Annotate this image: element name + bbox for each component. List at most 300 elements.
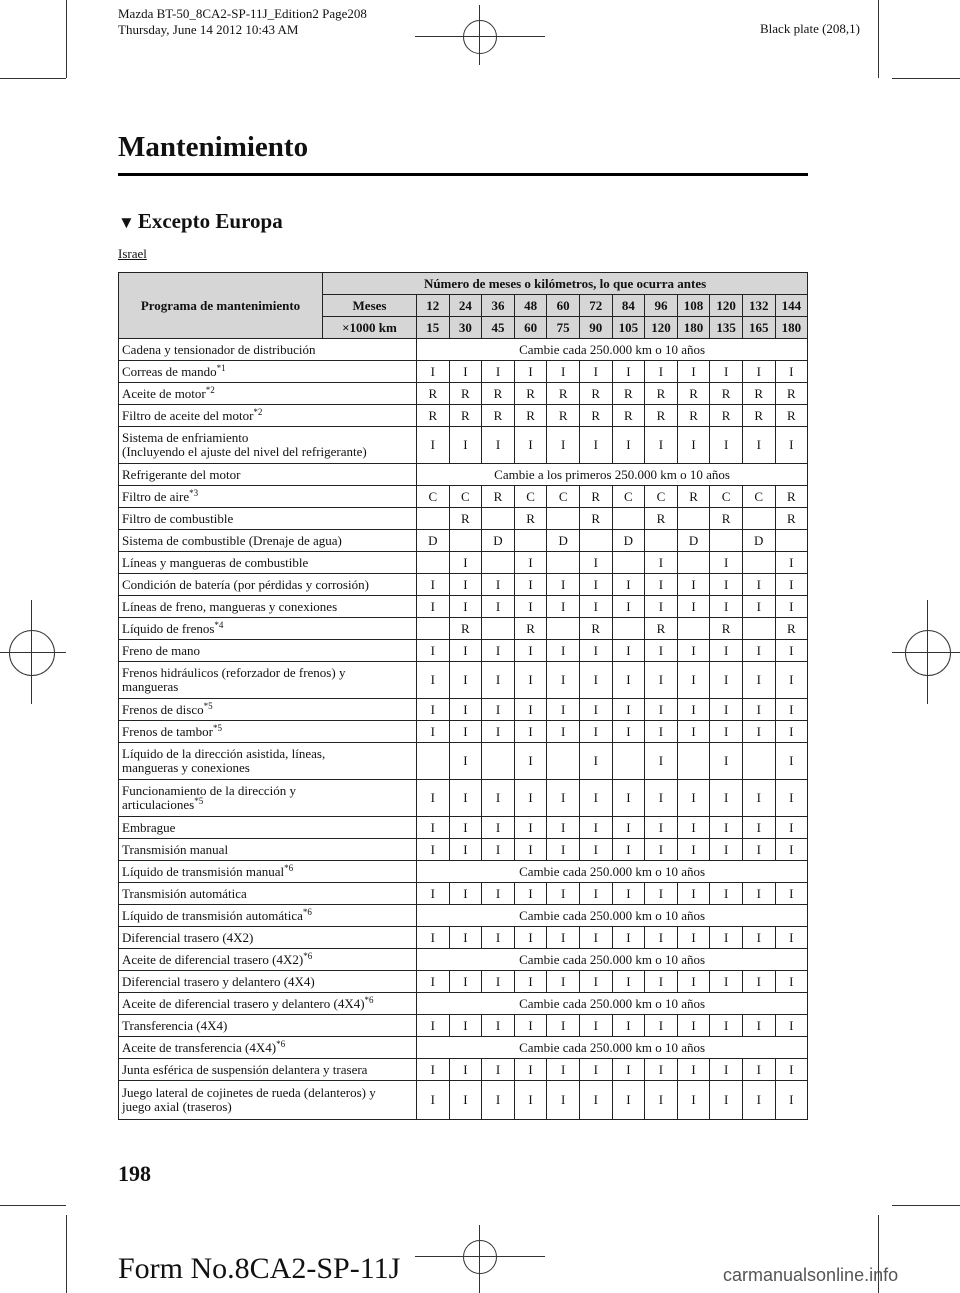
service-cell: I [449, 361, 482, 383]
service-cell: I [612, 971, 645, 993]
interval-note: Cambie cada 250.000 km o 10 años [417, 993, 808, 1015]
service-cell: I [417, 699, 450, 721]
service-cell: I [482, 721, 515, 743]
subsection-title [118, 209, 283, 234]
item-name [119, 508, 417, 530]
service-cell [417, 618, 450, 640]
table-row [119, 427, 808, 464]
subsection-title-text: Excepto Europa [137, 209, 283, 233]
service-cell: I [449, 883, 482, 905]
service-cell: R [579, 486, 612, 508]
table-row [119, 780, 808, 817]
service-cell: I [579, 640, 612, 662]
item-name [119, 574, 417, 596]
service-cell [742, 618, 775, 640]
table-row [119, 817, 808, 839]
km-value: 30 [449, 317, 482, 339]
service-cell: I [710, 640, 743, 662]
service-cell: R [612, 405, 645, 427]
service-cell: I [677, 971, 710, 993]
service-cell: I [482, 817, 515, 839]
service-cell: I [710, 883, 743, 905]
item-name-text: Filtro de aceite del motor [122, 407, 254, 423]
service-cell: R [449, 618, 482, 640]
service-cell: I [514, 971, 547, 993]
service-cell: I [417, 927, 450, 949]
service-cell [482, 618, 515, 640]
service-cell: I [612, 596, 645, 618]
item-name-text: Aceite de diferencial trasero y delantero (4X4) [122, 995, 365, 1011]
service-cell: R [775, 486, 808, 508]
service-cell [449, 530, 482, 552]
service-cell [775, 530, 808, 552]
service-cell: I [612, 699, 645, 721]
service-cell: I [742, 721, 775, 743]
item-name-text: Aceite de diferencial trasero (4X2) [122, 951, 304, 967]
months-value: 60 [547, 295, 580, 317]
item-name [119, 640, 417, 662]
service-cell: I [677, 596, 710, 618]
months-value: 36 [482, 295, 515, 317]
item-name [119, 596, 417, 618]
table-row [119, 1037, 808, 1059]
service-cell: I [677, 1015, 710, 1037]
service-cell: I [514, 699, 547, 721]
service-cell: I [547, 780, 580, 817]
service-cell: I [612, 1081, 645, 1120]
service-cell: I [742, 971, 775, 993]
table-row [119, 640, 808, 662]
service-cell: I [547, 1059, 580, 1081]
service-cell: R [514, 383, 547, 405]
registration-line-left-h [0, 652, 66, 653]
item-name [119, 949, 417, 971]
item-name [119, 905, 417, 927]
service-cell: I [645, 839, 678, 861]
km-value: 45 [482, 317, 515, 339]
item-name-text-line2: (Incluyendo el ajuste del nivel del refrigerante) [122, 444, 367, 459]
service-cell: I [579, 596, 612, 618]
service-cell [742, 508, 775, 530]
service-cell: I [612, 662, 645, 699]
item-name-text: Embrague [122, 819, 176, 835]
service-cell: I [449, 743, 482, 780]
service-cell: I [612, 1059, 645, 1081]
service-cell: R [417, 383, 450, 405]
service-cell: I [710, 662, 743, 699]
km-value: 90 [579, 317, 612, 339]
item-name [119, 1059, 417, 1081]
service-cell: I [547, 839, 580, 861]
footnote-ref: *5 [203, 700, 213, 711]
service-cell: I [710, 1081, 743, 1120]
service-cell: I [775, 927, 808, 949]
footnote-ref: *1 [216, 362, 226, 373]
item-name [119, 839, 417, 861]
item-name [119, 1037, 417, 1059]
service-cell: I [482, 699, 515, 721]
service-cell: I [775, 1015, 808, 1037]
item-name-text: Líquido de la dirección asistida, líneas, [122, 746, 326, 761]
table-row [119, 405, 808, 427]
service-cell: I [579, 427, 612, 464]
months-value: 144 [775, 295, 808, 317]
km-value: 120 [645, 317, 678, 339]
service-cell: I [612, 927, 645, 949]
service-cell: I [449, 574, 482, 596]
crop-mark-top-left-h [0, 78, 66, 79]
interval-note: Cambie cada 250.000 km o 10 años [417, 861, 808, 883]
item-name-text: Transferencia (4X4) [122, 1017, 228, 1033]
service-cell: I [742, 596, 775, 618]
registration-line-top-h [415, 36, 545, 37]
service-cell: I [710, 1059, 743, 1081]
service-cell: I [547, 699, 580, 721]
service-cell: I [612, 427, 645, 464]
service-cell: I [449, 1015, 482, 1037]
service-cell: R [482, 383, 515, 405]
service-cell [482, 743, 515, 780]
interval-note: Cambie cada 250.000 km o 10 años [417, 1037, 808, 1059]
service-cell: I [710, 574, 743, 596]
print-header-file: Mazda BT-50_8CA2-SP-11J_Edition2 Page208 [118, 6, 367, 21]
service-cell: I [417, 574, 450, 596]
months-value: 108 [677, 295, 710, 317]
footnote-ref: *3 [189, 487, 199, 498]
registration-line-bottom-h [415, 1256, 545, 1257]
service-cell: R [449, 383, 482, 405]
service-cell: I [742, 1059, 775, 1081]
km-value: 105 [612, 317, 645, 339]
km-value: 180 [677, 317, 710, 339]
service-cell: I [417, 640, 450, 662]
service-cell: I [514, 1059, 547, 1081]
item-name [119, 427, 417, 464]
service-cell: I [645, 1059, 678, 1081]
service-cell: I [449, 721, 482, 743]
service-cell: I [645, 699, 678, 721]
service-cell: R [547, 383, 580, 405]
service-cell: I [579, 780, 612, 817]
page-number: 198 [118, 1161, 151, 1186]
registration-line-top-v [479, 5, 480, 65]
service-cell: I [482, 1015, 515, 1037]
item-name [119, 993, 417, 1015]
service-cell: I [482, 883, 515, 905]
footnote-ref: *5 [212, 722, 222, 733]
item-name-text: Funcionamiento de la dirección y [122, 783, 297, 798]
service-cell: I [710, 721, 743, 743]
service-cell: R [514, 618, 547, 640]
service-cell: I [710, 839, 743, 861]
service-cell: I [775, 427, 808, 464]
service-cell [547, 743, 580, 780]
service-cell: I [775, 743, 808, 780]
service-cell: R [449, 508, 482, 530]
item-name [119, 530, 417, 552]
service-cell: C [449, 486, 482, 508]
crop-mark-top-right-h [892, 78, 960, 79]
service-cell: I [775, 699, 808, 721]
service-cell: D [417, 530, 450, 552]
service-cell: I [612, 883, 645, 905]
footnote-ref: *2 [205, 384, 215, 395]
table-row [119, 662, 808, 699]
km-value: 165 [742, 317, 775, 339]
service-cell [417, 552, 450, 574]
service-cell: I [449, 596, 482, 618]
service-cell: I [547, 361, 580, 383]
service-cell [645, 530, 678, 552]
km-value: 180 [775, 317, 808, 339]
service-cell: R [742, 405, 775, 427]
table-row [119, 486, 808, 508]
service-cell: I [677, 927, 710, 949]
service-cell: D [677, 530, 710, 552]
service-cell: I [710, 817, 743, 839]
service-cell: R [775, 405, 808, 427]
item-name-text: Refrigerante del motor [122, 466, 241, 482]
section-divider [118, 173, 808, 176]
item-name-text: Líquido de frenos [122, 620, 215, 636]
interval-note: Cambie a los primeros 250.000 km o 10 años [417, 464, 808, 486]
service-cell: I [417, 971, 450, 993]
service-cell: R [579, 508, 612, 530]
item-name [119, 339, 417, 361]
service-cell: I [579, 927, 612, 949]
service-cell: I [645, 596, 678, 618]
crop-mark-bottom-left [66, 1215, 67, 1293]
service-cell: I [677, 839, 710, 861]
item-name [119, 927, 417, 949]
service-cell: I [775, 883, 808, 905]
footnote-ref: *5 [194, 796, 204, 806]
service-cell: I [547, 596, 580, 618]
footnote-ref: *4 [214, 619, 224, 630]
region-label: Israel [118, 246, 147, 261]
item-name-text-line2: mangueras y conexiones [122, 760, 250, 775]
item-name [119, 486, 417, 508]
service-cell: I [645, 574, 678, 596]
service-cell: I [775, 552, 808, 574]
service-cell: R [514, 508, 547, 530]
section-title: Mantenimiento [118, 131, 309, 163]
service-cell [417, 508, 450, 530]
service-cell: I [547, 817, 580, 839]
service-cell: I [482, 596, 515, 618]
service-cell: I [742, 817, 775, 839]
item-name [119, 721, 417, 743]
service-cell [677, 618, 710, 640]
item-name [119, 817, 417, 839]
service-cell: I [677, 817, 710, 839]
service-cell: I [547, 640, 580, 662]
months-value: 72 [579, 295, 612, 317]
service-cell: I [775, 1081, 808, 1120]
service-cell [677, 508, 710, 530]
item-name-text: Transmisión manual [122, 841, 229, 857]
service-cell: I [645, 883, 678, 905]
table-row [119, 596, 808, 618]
service-cell: I [449, 427, 482, 464]
service-cell: I [612, 1015, 645, 1037]
service-cell: I [579, 1015, 612, 1037]
service-cell [547, 552, 580, 574]
service-cell: I [677, 1059, 710, 1081]
service-cell: I [482, 574, 515, 596]
registration-line-bottom-v [479, 1225, 480, 1293]
service-cell: I [579, 721, 612, 743]
service-cell: I [547, 883, 580, 905]
item-name [119, 383, 417, 405]
service-cell: I [677, 883, 710, 905]
service-cell: R [612, 383, 645, 405]
service-cell: I [742, 662, 775, 699]
service-cell: I [677, 574, 710, 596]
service-cell [742, 743, 775, 780]
service-cell: I [579, 699, 612, 721]
service-cell [742, 552, 775, 574]
item-name-text: Sistema de combustible (Drenaje de agua) [122, 532, 342, 548]
service-cell: I [710, 780, 743, 817]
service-cell: I [612, 640, 645, 662]
service-cell: I [514, 883, 547, 905]
service-cell: I [710, 1015, 743, 1037]
table-row [119, 971, 808, 993]
table-row [119, 699, 808, 721]
km-label: ×1000 km [323, 317, 417, 339]
months-value: 24 [449, 295, 482, 317]
service-cell: I [775, 839, 808, 861]
table-row [119, 552, 808, 574]
table-row [119, 464, 808, 486]
service-cell: I [449, 1081, 482, 1120]
table-row [119, 361, 808, 383]
maintenance-schedule-table [118, 272, 808, 1120]
item-name-text: Condición de batería (por pérdidas y corrosión) [122, 576, 369, 592]
service-cell: I [579, 839, 612, 861]
item-name-text: Sistema de enfriamiento [122, 430, 249, 445]
item-name [119, 1015, 417, 1037]
service-cell: D [612, 530, 645, 552]
crop-mark-top-left [66, 0, 67, 78]
item-name-text: Freno de mano [122, 642, 200, 658]
service-cell: I [449, 780, 482, 817]
service-cell: I [417, 427, 450, 464]
schedule-body [119, 339, 808, 1120]
service-cell: I [645, 640, 678, 662]
item-name-text: Transmisión automática [122, 885, 247, 901]
service-cell: R [710, 618, 743, 640]
service-cell: I [579, 552, 612, 574]
table-row [119, 574, 808, 596]
item-name [119, 883, 417, 905]
service-cell: I [417, 662, 450, 699]
crop-mark-top-right [878, 0, 879, 78]
service-cell: I [645, 1015, 678, 1037]
months-value: 84 [612, 295, 645, 317]
table-row [119, 618, 808, 640]
service-cell: R [417, 405, 450, 427]
item-name-text: Líquido de transmisión manual [122, 863, 285, 879]
service-cell [514, 530, 547, 552]
service-cell: I [775, 817, 808, 839]
service-cell: I [579, 662, 612, 699]
service-cell: R [514, 405, 547, 427]
service-cell [677, 743, 710, 780]
service-cell: I [514, 574, 547, 596]
item-name [119, 361, 417, 383]
service-cell: I [775, 640, 808, 662]
service-cell: R [677, 486, 710, 508]
footnote-ref: *6 [364, 994, 374, 1005]
service-cell: I [645, 927, 678, 949]
service-cell: I [645, 743, 678, 780]
interval-note: Cambie cada 250.000 km o 10 años [417, 339, 808, 361]
service-cell: I [677, 640, 710, 662]
service-cell: I [417, 1059, 450, 1081]
service-cell: I [449, 662, 482, 699]
service-cell: I [417, 839, 450, 861]
service-cell [547, 508, 580, 530]
item-name [119, 699, 417, 721]
service-cell: I [710, 361, 743, 383]
service-cell: I [449, 1059, 482, 1081]
months-value: 120 [710, 295, 743, 317]
service-cell: I [645, 817, 678, 839]
service-cell: R [742, 383, 775, 405]
table-row [119, 993, 808, 1015]
service-cell: I [677, 427, 710, 464]
service-cell: I [514, 552, 547, 574]
item-name-text: Juego lateral de cojinetes de rueda (delanteros) y [122, 1085, 376, 1100]
service-cell: I [645, 361, 678, 383]
crop-mark-bottom-right-h [892, 1205, 960, 1206]
service-cell: I [547, 721, 580, 743]
item-name-text: Frenos hidráulicos (reforzador de frenos) y [122, 665, 346, 680]
print-header [118, 6, 367, 38]
service-cell: R [482, 486, 515, 508]
service-cell: C [514, 486, 547, 508]
service-cell: I [742, 361, 775, 383]
item-name-text-line2: juego axial (traseros) [122, 1099, 232, 1114]
service-cell: I [742, 574, 775, 596]
months-label: Meses [323, 295, 417, 317]
months-value: 96 [645, 295, 678, 317]
service-cell: D [547, 530, 580, 552]
table-row [119, 1059, 808, 1081]
item-name [119, 405, 417, 427]
service-cell [612, 508, 645, 530]
service-cell: D [482, 530, 515, 552]
service-cell: I [514, 662, 547, 699]
service-cell: I [482, 640, 515, 662]
service-cell [612, 552, 645, 574]
service-cell: I [417, 780, 450, 817]
service-cell: R [645, 405, 678, 427]
table-row [119, 949, 808, 971]
service-cell: I [645, 662, 678, 699]
item-name [119, 971, 417, 993]
service-cell: I [677, 699, 710, 721]
service-cell: R [710, 383, 743, 405]
service-cell: I [579, 1059, 612, 1081]
service-cell: R [710, 508, 743, 530]
table-row [119, 905, 808, 927]
service-cell: C [417, 486, 450, 508]
table-row [119, 508, 808, 530]
form-number: Form No.8CA2-SP-11J [118, 1252, 401, 1285]
